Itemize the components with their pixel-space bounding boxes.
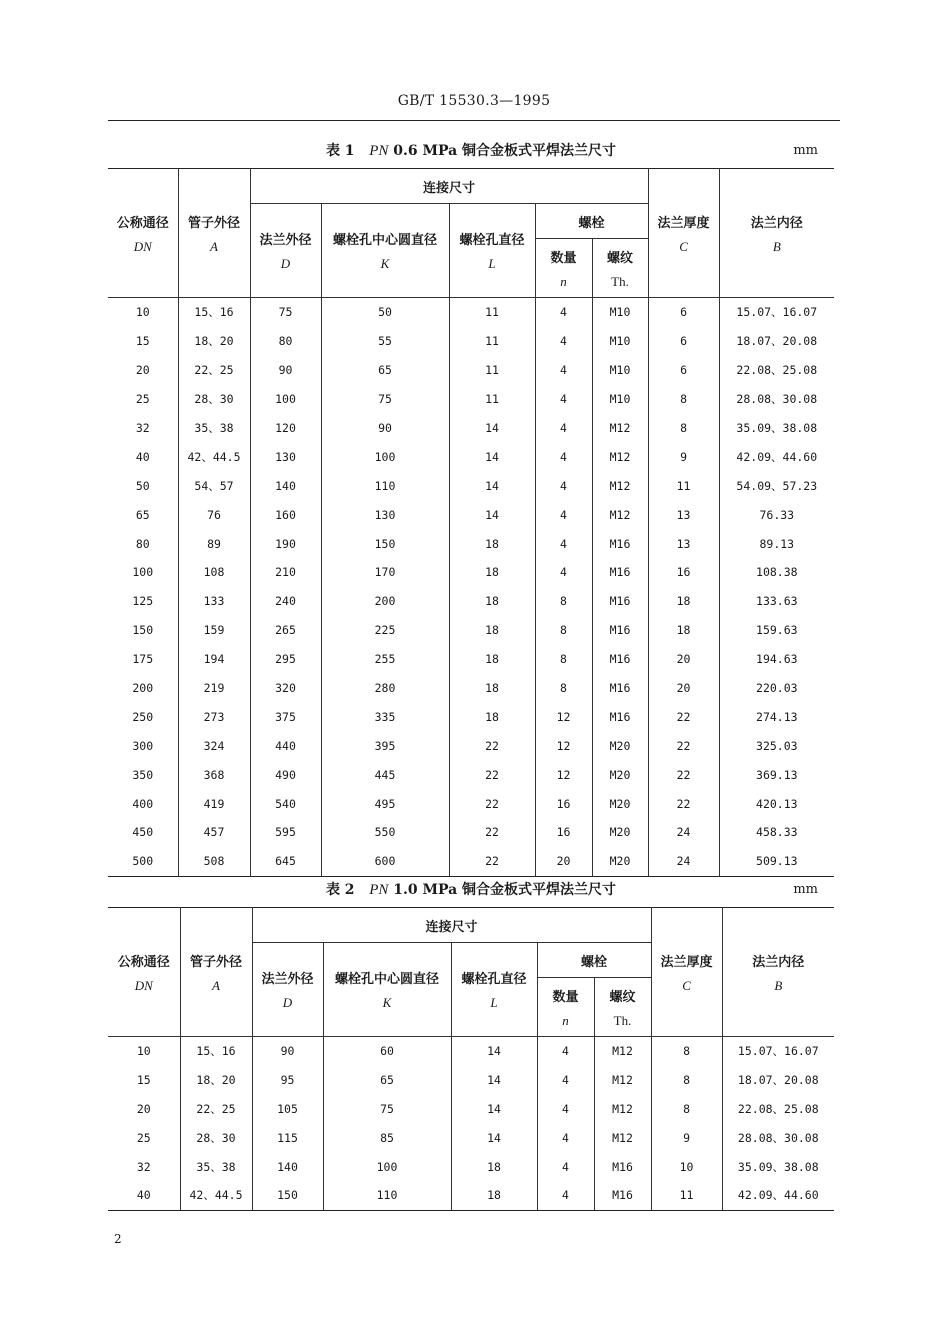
table-cell: 10 — [108, 1037, 180, 1066]
table-cell: 419 — [178, 789, 250, 818]
table-cell: 445 — [321, 760, 449, 789]
table-cell: 265 — [250, 616, 321, 645]
table-cell: 110 — [323, 1181, 451, 1210]
table-cell: 22、25 — [178, 356, 250, 385]
col-thickness: 法兰厚度 C — [651, 908, 722, 1037]
table2-caption-prefix: 表 2 — [325, 882, 355, 898]
table-cell: 325.03 — [719, 731, 834, 760]
table-cell: 18.07、20.08 — [719, 327, 834, 356]
table-cell: 4 — [535, 442, 592, 471]
table-cell: 6 — [648, 298, 719, 327]
col-connection-dims: 连接尺寸 — [252, 908, 651, 943]
table1 — [108, 168, 834, 877]
table-cell: 458.33 — [719, 818, 834, 847]
table-cell: 22 — [449, 731, 535, 760]
col-bolt-circle: 螺栓孔中心圆直径 K — [321, 204, 449, 298]
table-cell: 16 — [535, 818, 592, 847]
table-cell: 65 — [323, 1066, 451, 1095]
table-cell: 150 — [108, 616, 178, 645]
table-cell: 12 — [535, 731, 592, 760]
table-cell: 4 — [535, 529, 592, 558]
table-row — [108, 1037, 834, 1066]
table-cell: M20 — [592, 818, 648, 847]
table-cell: 159 — [178, 616, 250, 645]
col-bolt-hole: 螺栓孔直径 L — [451, 943, 537, 1037]
table-row — [108, 1095, 834, 1124]
table-cell: 76.33 — [719, 500, 834, 529]
table-cell: 25 — [108, 1123, 180, 1152]
table-row — [108, 760, 834, 789]
table-cell: M16 — [594, 1152, 651, 1181]
table-row — [108, 327, 834, 356]
table-cell: 14 — [449, 414, 535, 443]
table-cell: 24 — [648, 847, 719, 876]
table-cell: 14 — [451, 1066, 537, 1095]
table-cell: 25 — [108, 385, 178, 414]
table-cell: M16 — [592, 674, 648, 703]
table-cell: 8 — [648, 385, 719, 414]
table-cell: 595 — [250, 818, 321, 847]
col-quantity: 数量 n — [537, 978, 594, 1037]
table-row — [108, 847, 834, 876]
table-cell: 8 — [648, 414, 719, 443]
table-row — [108, 702, 834, 731]
table-cell: 9 — [651, 1123, 722, 1152]
table-cell: 369.13 — [719, 760, 834, 789]
table-cell: M20 — [592, 847, 648, 876]
table-cell: M20 — [592, 760, 648, 789]
table-cell: 400 — [108, 789, 178, 818]
table-cell: 16 — [648, 558, 719, 587]
table-cell: 32 — [108, 1152, 180, 1181]
table-row — [108, 674, 834, 703]
table-cell: 105 — [252, 1095, 323, 1124]
table-cell: 273 — [178, 702, 250, 731]
table-cell: 90 — [321, 414, 449, 443]
table1-caption-title: 0.6 MPa 铜合金板式平焊法兰尺寸 — [393, 143, 617, 159]
table-row — [108, 298, 834, 327]
table-cell: 28.08、30.08 — [722, 1123, 834, 1152]
table-cell: 274.13 — [719, 702, 834, 731]
table2-body — [108, 1037, 834, 1211]
col-flange-od: 法兰外径 D — [250, 204, 321, 298]
table-cell: 15 — [108, 1066, 180, 1095]
table-cell: 540 — [250, 789, 321, 818]
table-cell: 440 — [250, 731, 321, 760]
table-cell: M20 — [592, 731, 648, 760]
table-cell: 490 — [250, 760, 321, 789]
table-cell: 175 — [108, 645, 178, 674]
table-cell: 50 — [321, 298, 449, 327]
table-cell: 13 — [648, 529, 719, 558]
table-cell: 15、16 — [178, 298, 250, 327]
table-cell: 115 — [252, 1123, 323, 1152]
table-cell: 18 — [449, 558, 535, 587]
table-cell: 42、44.5 — [178, 442, 250, 471]
table-cell: 108.38 — [719, 558, 834, 587]
table-row — [108, 645, 834, 674]
table-cell: 85 — [323, 1123, 451, 1152]
table-cell: 14 — [449, 442, 535, 471]
table-cell: 28.08、30.08 — [719, 385, 834, 414]
table-cell: 110 — [321, 471, 449, 500]
table-cell: 75 — [323, 1095, 451, 1124]
table-row — [108, 1181, 834, 1210]
col-flange-od: 法兰外径 D — [252, 943, 323, 1037]
table-cell: 35.09、38.08 — [719, 414, 834, 443]
table-cell: M16 — [592, 529, 648, 558]
table-cell: 4 — [537, 1095, 594, 1124]
table-cell: 4 — [535, 385, 592, 414]
col-inner-dia: 法兰内径 B — [719, 169, 834, 298]
table-cell: 18 — [451, 1152, 537, 1181]
col-nominal-size: 公称通径 DN — [108, 908, 180, 1037]
table-cell: 89.13 — [719, 529, 834, 558]
table-cell: M12 — [594, 1037, 651, 1066]
table-cell: 140 — [252, 1152, 323, 1181]
table-cell: 8 — [535, 587, 592, 616]
table-cell: 42.09、44.60 — [719, 442, 834, 471]
col-pipe-od: 管子外径 A — [180, 908, 252, 1037]
col-thread: 螺纹 Th. — [592, 239, 648, 298]
table-cell: 18 — [449, 674, 535, 703]
table1-caption-prefix: 表 1 — [325, 143, 355, 159]
table1-caption-pn: PN — [369, 143, 389, 159]
table-cell: 4 — [535, 327, 592, 356]
table-cell: 18、20 — [178, 327, 250, 356]
table-cell: 160 — [250, 500, 321, 529]
table-cell: 80 — [250, 327, 321, 356]
table-cell: 159.63 — [719, 616, 834, 645]
table-cell: 95 — [252, 1066, 323, 1095]
table-cell: 4 — [537, 1181, 594, 1210]
table-cell: 130 — [250, 442, 321, 471]
table-cell: 4 — [537, 1037, 594, 1066]
table-cell: M12 — [594, 1095, 651, 1124]
table-row — [108, 731, 834, 760]
table-cell: 8 — [651, 1037, 722, 1066]
col-quantity: 数量 n — [535, 239, 592, 298]
table-cell: 14 — [449, 500, 535, 529]
page-number: 2 — [114, 1232, 122, 1246]
col-nominal-size: 公称通径 DN — [108, 169, 178, 298]
table-cell: 14 — [451, 1037, 537, 1066]
table-cell: 76 — [178, 500, 250, 529]
table-cell: 12 — [535, 702, 592, 731]
table-cell: 450 — [108, 818, 178, 847]
table-cell: 4 — [535, 558, 592, 587]
table-cell: 9 — [648, 442, 719, 471]
table-cell: 90 — [252, 1037, 323, 1066]
table-cell: 108 — [178, 558, 250, 587]
table-cell: 35、38 — [178, 414, 250, 443]
table-cell: 90 — [250, 356, 321, 385]
table2-unit: mm — [793, 882, 818, 897]
table-cell: 375 — [250, 702, 321, 731]
table-row — [108, 1066, 834, 1095]
table-cell: 125 — [108, 587, 178, 616]
table-cell: 22 — [648, 760, 719, 789]
table-cell: 65 — [108, 500, 178, 529]
table-cell: 89 — [178, 529, 250, 558]
table-cell: 12 — [535, 760, 592, 789]
table-cell: 32 — [108, 414, 178, 443]
table-cell: 22 — [648, 731, 719, 760]
table-cell: 240 — [250, 587, 321, 616]
table-cell: 18 — [449, 529, 535, 558]
table-cell: 15.07、16.07 — [722, 1037, 834, 1066]
table-cell: 4 — [535, 414, 592, 443]
table-cell: 133.63 — [719, 587, 834, 616]
table-cell: 250 — [108, 702, 178, 731]
table-cell: 22、25 — [180, 1095, 252, 1124]
table-cell: 550 — [321, 818, 449, 847]
table-cell: 18 — [451, 1181, 537, 1210]
table-cell: 200 — [108, 674, 178, 703]
table-cell: 75 — [250, 298, 321, 327]
table-cell: 75 — [321, 385, 449, 414]
table-cell: 20 — [648, 674, 719, 703]
table-cell: 22 — [449, 760, 535, 789]
table-cell: 55 — [321, 327, 449, 356]
table-cell: 20 — [535, 847, 592, 876]
table-cell: 20 — [108, 1095, 180, 1124]
table-cell: 11 — [651, 1181, 722, 1210]
table-cell: 28、30 — [180, 1123, 252, 1152]
table-cell: 4 — [535, 356, 592, 385]
table-cell: M12 — [592, 414, 648, 443]
table-cell: 8 — [651, 1066, 722, 1095]
table-cell: 457 — [178, 818, 250, 847]
table-cell: 100 — [321, 442, 449, 471]
table-cell: 18 — [648, 616, 719, 645]
table2-caption-title: 1.0 MPa 铜合金板式平焊法兰尺寸 — [393, 882, 617, 898]
table-row — [108, 789, 834, 818]
table-cell: 22 — [449, 847, 535, 876]
table-cell: 14 — [451, 1095, 537, 1124]
table2-caption-pn: PN — [369, 882, 389, 898]
table-cell: 42、44.5 — [180, 1181, 252, 1210]
table-cell: 495 — [321, 789, 449, 818]
table-cell: 194 — [178, 645, 250, 674]
table-cell: 4 — [535, 500, 592, 529]
col-bolt: 螺栓 — [535, 204, 648, 239]
table-cell: M12 — [594, 1123, 651, 1152]
table-cell: 20 — [648, 645, 719, 674]
table-cell: 54、57 — [178, 471, 250, 500]
table-row — [108, 442, 834, 471]
table-cell: M12 — [594, 1066, 651, 1095]
table1-caption — [108, 140, 834, 162]
table-cell: M12 — [592, 442, 648, 471]
table1-body — [108, 298, 834, 877]
table2 — [108, 907, 834, 1211]
table-cell: 4 — [537, 1123, 594, 1152]
table-cell: 15.07、16.07 — [719, 298, 834, 327]
col-bolt-hole: 螺栓孔直径 L — [449, 204, 535, 298]
table-cell: 18 — [648, 587, 719, 616]
table-cell: 509.13 — [719, 847, 834, 876]
table-cell: 210 — [250, 558, 321, 587]
table-cell: 18 — [449, 702, 535, 731]
table-cell: 18 — [449, 587, 535, 616]
table-cell: M16 — [592, 645, 648, 674]
table2-caption — [108, 879, 834, 901]
table-cell: 20 — [108, 356, 178, 385]
table-cell: 15、16 — [180, 1037, 252, 1066]
table-cell: 13 — [648, 500, 719, 529]
table-cell: 18、20 — [180, 1066, 252, 1095]
table-cell: 100 — [108, 558, 178, 587]
col-inner-dia: 法兰内径 B — [722, 908, 834, 1037]
table-row — [108, 1123, 834, 1152]
table-cell: 500 — [108, 847, 178, 876]
table-cell: 335 — [321, 702, 449, 731]
table-cell: 4 — [535, 298, 592, 327]
table-cell: 18 — [449, 645, 535, 674]
table-cell: 6 — [648, 327, 719, 356]
table-cell: 6 — [648, 356, 719, 385]
table-cell: M16 — [592, 702, 648, 731]
table-cell: 170 — [321, 558, 449, 587]
table-cell: 140 — [250, 471, 321, 500]
table-cell: 80 — [108, 529, 178, 558]
table-cell: 35.09、38.08 — [722, 1152, 834, 1181]
table-cell: 14 — [451, 1123, 537, 1152]
table-cell: M10 — [592, 298, 648, 327]
table-cell: 22.08、25.08 — [722, 1095, 834, 1124]
table-row — [108, 558, 834, 587]
table-row — [108, 818, 834, 847]
standard-code: GB/T 15530.3—1995 — [397, 93, 551, 109]
table-cell: 350 — [108, 760, 178, 789]
table-cell: 508 — [178, 847, 250, 876]
table-cell: 10 — [108, 298, 178, 327]
table-cell: M16 — [594, 1181, 651, 1210]
table-cell: 194.63 — [719, 645, 834, 674]
table-row — [108, 500, 834, 529]
table-cell: M12 — [592, 471, 648, 500]
table-cell: M10 — [592, 356, 648, 385]
col-pipe-od: 管子外径 A — [178, 169, 250, 298]
table-row — [108, 471, 834, 500]
table-cell: 22 — [449, 789, 535, 818]
table-row — [108, 356, 834, 385]
table-cell: 225 — [321, 616, 449, 645]
table-cell: 133 — [178, 587, 250, 616]
col-thread: 螺纹 Th. — [594, 978, 651, 1037]
table-cell: 22 — [449, 818, 535, 847]
table-cell: 22 — [648, 702, 719, 731]
table-cell: 8 — [535, 674, 592, 703]
table-cell: 50 — [108, 471, 178, 500]
table-cell: 11 — [449, 327, 535, 356]
table-cell: 40 — [108, 1181, 180, 1210]
table-cell: 14 — [449, 471, 535, 500]
table-cell: 35、38 — [180, 1152, 252, 1181]
table-cell: 10 — [651, 1152, 722, 1181]
table-row — [108, 1152, 834, 1181]
table-cell: 24 — [648, 818, 719, 847]
col-connection-dims: 连接尺寸 — [250, 169, 648, 204]
table-cell: 300 — [108, 731, 178, 760]
table-cell: M10 — [592, 327, 648, 356]
table-cell: 280 — [321, 674, 449, 703]
table-cell: 8 — [535, 645, 592, 674]
table-cell: 11 — [449, 356, 535, 385]
table-row — [108, 529, 834, 558]
table-cell: 8 — [651, 1095, 722, 1124]
table-cell: 28、30 — [178, 385, 250, 414]
table-cell: 295 — [250, 645, 321, 674]
table-cell: 11 — [449, 298, 535, 327]
table-cell: 65 — [321, 356, 449, 385]
table-cell: 54.09、57.23 — [719, 471, 834, 500]
table-cell: 600 — [321, 847, 449, 876]
table-cell: 220.03 — [719, 674, 834, 703]
table-cell: M16 — [592, 616, 648, 645]
table-cell: 255 — [321, 645, 449, 674]
header-rule — [108, 120, 840, 121]
table-cell: 4 — [537, 1066, 594, 1095]
table-cell: 15 — [108, 327, 178, 356]
table-cell: M16 — [592, 558, 648, 587]
table-row — [108, 414, 834, 443]
table-cell: 60 — [323, 1037, 451, 1066]
table-cell: 11 — [449, 385, 535, 414]
table-cell: 190 — [250, 529, 321, 558]
col-bolt: 螺栓 — [537, 943, 651, 978]
table-cell: 200 — [321, 587, 449, 616]
table-cell: M10 — [592, 385, 648, 414]
table-cell: 645 — [250, 847, 321, 876]
table-row — [108, 587, 834, 616]
table-cell: M12 — [592, 500, 648, 529]
table-cell: 420.13 — [719, 789, 834, 818]
table-cell: 368 — [178, 760, 250, 789]
table-cell: 324 — [178, 731, 250, 760]
table-cell: 18.07、20.08 — [722, 1066, 834, 1095]
table-cell: 150 — [321, 529, 449, 558]
table-cell: 42.09、44.60 — [722, 1181, 834, 1210]
table-cell: 8 — [535, 616, 592, 645]
table-cell: 22.08、25.08 — [719, 356, 834, 385]
table-cell: 4 — [537, 1152, 594, 1181]
table-row — [108, 385, 834, 414]
col-thickness: 法兰厚度 C — [648, 169, 719, 298]
table-cell: 395 — [321, 731, 449, 760]
table-cell: 18 — [449, 616, 535, 645]
table-cell: 120 — [250, 414, 321, 443]
table1-unit: mm — [793, 143, 818, 158]
table-cell: 4 — [535, 471, 592, 500]
table-cell: 11 — [648, 471, 719, 500]
table-cell: M20 — [592, 789, 648, 818]
table-row — [108, 616, 834, 645]
table-cell: 16 — [535, 789, 592, 818]
table-cell: M16 — [592, 587, 648, 616]
table-cell: 150 — [252, 1181, 323, 1210]
table-cell: 320 — [250, 674, 321, 703]
table-cell: 40 — [108, 442, 178, 471]
table-cell: 130 — [321, 500, 449, 529]
table-cell: 219 — [178, 674, 250, 703]
table-cell: 22 — [648, 789, 719, 818]
col-bolt-circle: 螺栓孔中心圆直径 K — [323, 943, 451, 1037]
table-cell: 100 — [323, 1152, 451, 1181]
table-cell: 100 — [250, 385, 321, 414]
